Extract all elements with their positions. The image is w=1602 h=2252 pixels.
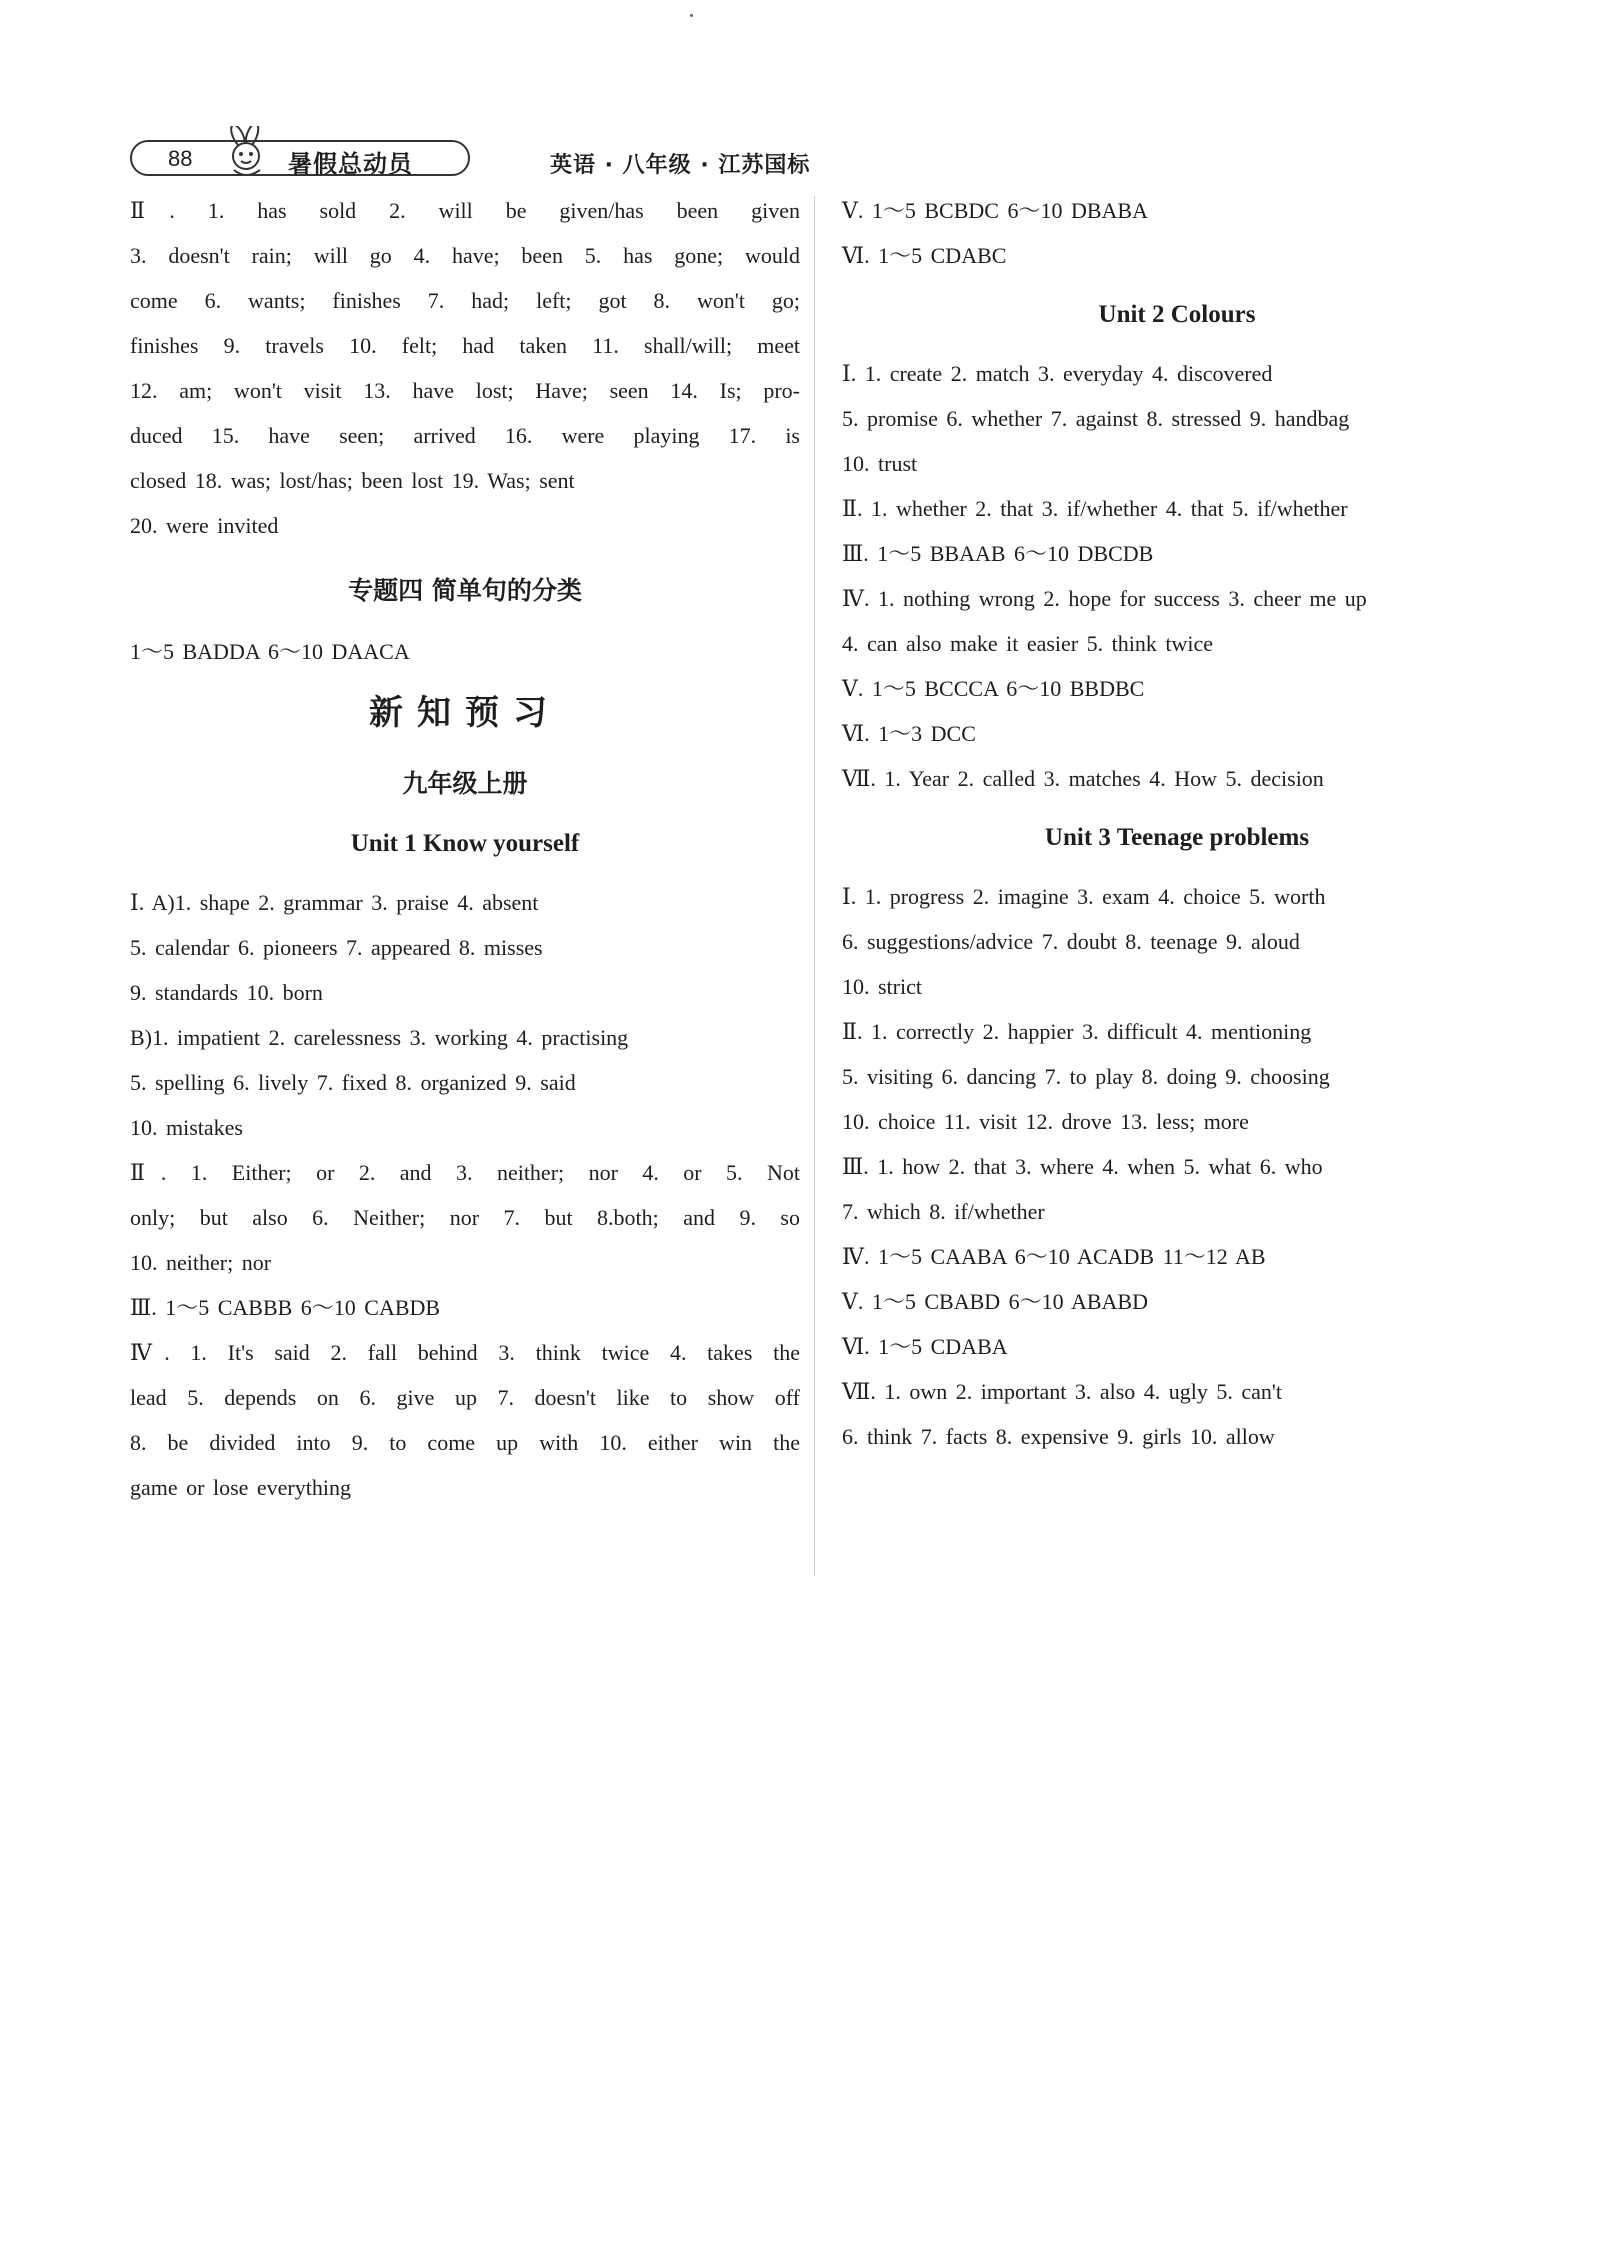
unit3-heading: Unit 3 Teenage problems	[1044, 824, 1310, 851]
answer-line: lead 5. depends on 6. give up 7. doesn't like to show off	[130, 1385, 800, 1410]
answer-line: Ⅴ. 1～5 BCBDC 6～10 DBABA	[842, 198, 1148, 223]
answer-line: Ⅰ. A)1. shape 2. grammar 3. praise 4. absent	[130, 890, 539, 915]
answer-line: finishes 9. travels 10. felt; had taken 11. shall/will; meet	[130, 333, 800, 358]
answer-line: Ⅶ. 1. own 2. important 3. also 4. ugly 5. can't	[842, 1379, 1282, 1404]
answers-block-continued	[842, 196, 1512, 271]
answer-line: 5. spelling 6. lively 7. fixed 8. organized 9. said	[130, 1070, 576, 1095]
section-big-title: 新知预习	[369, 693, 561, 733]
answer-line: 6. think 7. facts 8. expensive 9. girls 10. allow	[842, 1424, 1275, 1449]
answer-line: only; but also 6. Neither; nor 7. but 8.both; and 9. so	[130, 1205, 800, 1230]
answer-line: Ⅳ. 1. It's said 2. fall behind 3. think twice 4. takes the	[130, 1340, 800, 1365]
answer-line: 9. standards 10. born	[130, 980, 323, 1005]
answer-line: 3. doesn't rain; will go 4. have; been 5. has gone; would	[130, 243, 800, 268]
answer-line: Ⅴ. 1～5 BCCCA 6～10 BBDBC	[842, 676, 1145, 701]
answer-line: come 6. wants; finishes 7. had; left; got 8. won't go;	[130, 288, 800, 313]
answer-line: 10. neither; nor	[130, 1250, 272, 1275]
answer-line: 6. suggestions/advice 7. doubt 8. teenage 9. aloud	[842, 929, 1300, 954]
answer-line: Ⅲ. 1～5 CABBB 6～10 CABDB	[130, 1295, 441, 1320]
answer-line: Ⅳ. 1. nothing wrong 2. hope for success 3. cheer me up	[842, 586, 1367, 611]
answer-line: duced 15. have seen; arrived 16. were playing 17. is	[130, 423, 800, 448]
answer-line: 12. am; won't visit 13. have lost; Have; seen 14. Is; pro-	[130, 378, 800, 403]
answer-line: Ⅶ. 1. Year 2. called 3. matches 4. How 5. decision	[842, 766, 1324, 791]
answer-line: Ⅵ. 1～3 DCC	[842, 721, 976, 746]
answer-line: Ⅵ. 1～5 CDABA	[842, 1334, 1008, 1359]
answer-line: Ⅵ. 1～5 CDABC	[842, 243, 1007, 268]
left-column	[130, 196, 800, 1518]
answer-line: 5. promise 6. whether 7. against 8. stressed 9. handbag	[842, 406, 1350, 431]
unit1-heading: Unit 1 Know yourself	[350, 830, 580, 857]
grade-heading: 九年级上册	[402, 769, 528, 798]
answer-line: 5. calendar 6. pioneers 7. appeared 8. misses	[130, 935, 543, 960]
rabbit-mascot-icon	[212, 126, 282, 182]
answer-line: Ⅱ. 1. has sold 2. will be given/has been given	[130, 198, 800, 223]
answer-line: B)1. impatient 2. carelessness 3. working 4. practising	[130, 1025, 629, 1050]
answer-line: Ⅱ. 1. whether 2. that 3. if/whether 4. that 5. if/whether	[842, 496, 1348, 521]
answer-line: 1～5 BADDA 6～10 DAACA	[130, 639, 410, 664]
answer-line: Ⅴ. 1～5 CBABD 6～10 ABABD	[842, 1289, 1148, 1314]
answer-line: Ⅳ. 1～5 CAABA 6～10 ACADB 11～12 AB	[842, 1244, 1266, 1269]
answer-line: Ⅰ. 1. create 2. match 3. everyday 4. discovered	[842, 361, 1273, 386]
answer-line: closed 18. was; lost/has; been lost 19. Was; sent	[130, 468, 575, 493]
answer-line: Ⅱ. 1. Either; or 2. and 3. neither; nor 4. or 5. Not	[130, 1160, 800, 1185]
answer-line: 5. visiting 6. dancing 7. to play 8. doing 9. choosing	[842, 1064, 1330, 1089]
answer-line: 4. can also make it easier 5. think twice	[842, 631, 1213, 656]
answer-line: 10. mistakes	[130, 1115, 243, 1140]
page-number: 88	[168, 146, 193, 171]
answer-line: Ⅱ. 1. correctly 2. happier 3. difficult 4. mentioning	[842, 1019, 1312, 1044]
answer-line: 7. which 8. if/whether	[842, 1199, 1045, 1224]
column-divider	[814, 196, 815, 1576]
answer-line: 8. be divided into 9. to come up with 10. either win the	[130, 1430, 800, 1455]
brand-title: 暑假总动员	[288, 150, 413, 178]
unit1-answers	[130, 888, 800, 1503]
answer-line: Ⅰ. 1. progress 2. imagine 3. exam 4. choice 5. worth	[842, 884, 1326, 909]
answers-block-tenses	[130, 196, 800, 541]
answer-line: 10. trust	[842, 451, 918, 476]
page-header	[130, 136, 830, 186]
subject-title: 英语 · 八年级 · 江苏国标	[550, 153, 811, 178]
unit3-answers	[842, 882, 1512, 1452]
answer-line: 10. choice 11. visit 12. drove 13. less; more	[842, 1109, 1249, 1134]
answer-line: 20. were invited	[130, 513, 279, 538]
topic4-heading: 专题四 简单句的分类	[348, 576, 582, 605]
scan-speck	[690, 14, 693, 17]
answer-line: game or lose everything	[130, 1475, 351, 1500]
unit2-answers	[842, 359, 1512, 794]
right-column	[842, 196, 1512, 1467]
answer-line: Ⅲ. 1～5 BBAAB 6～10 DBCDB	[842, 541, 1154, 566]
answer-line: Ⅲ. 1. how 2. that 3. where 4. when 5. what 6. who	[842, 1154, 1323, 1179]
unit2-heading: Unit 2 Colours	[1098, 301, 1256, 328]
answer-line: 10. strict	[842, 974, 922, 999]
